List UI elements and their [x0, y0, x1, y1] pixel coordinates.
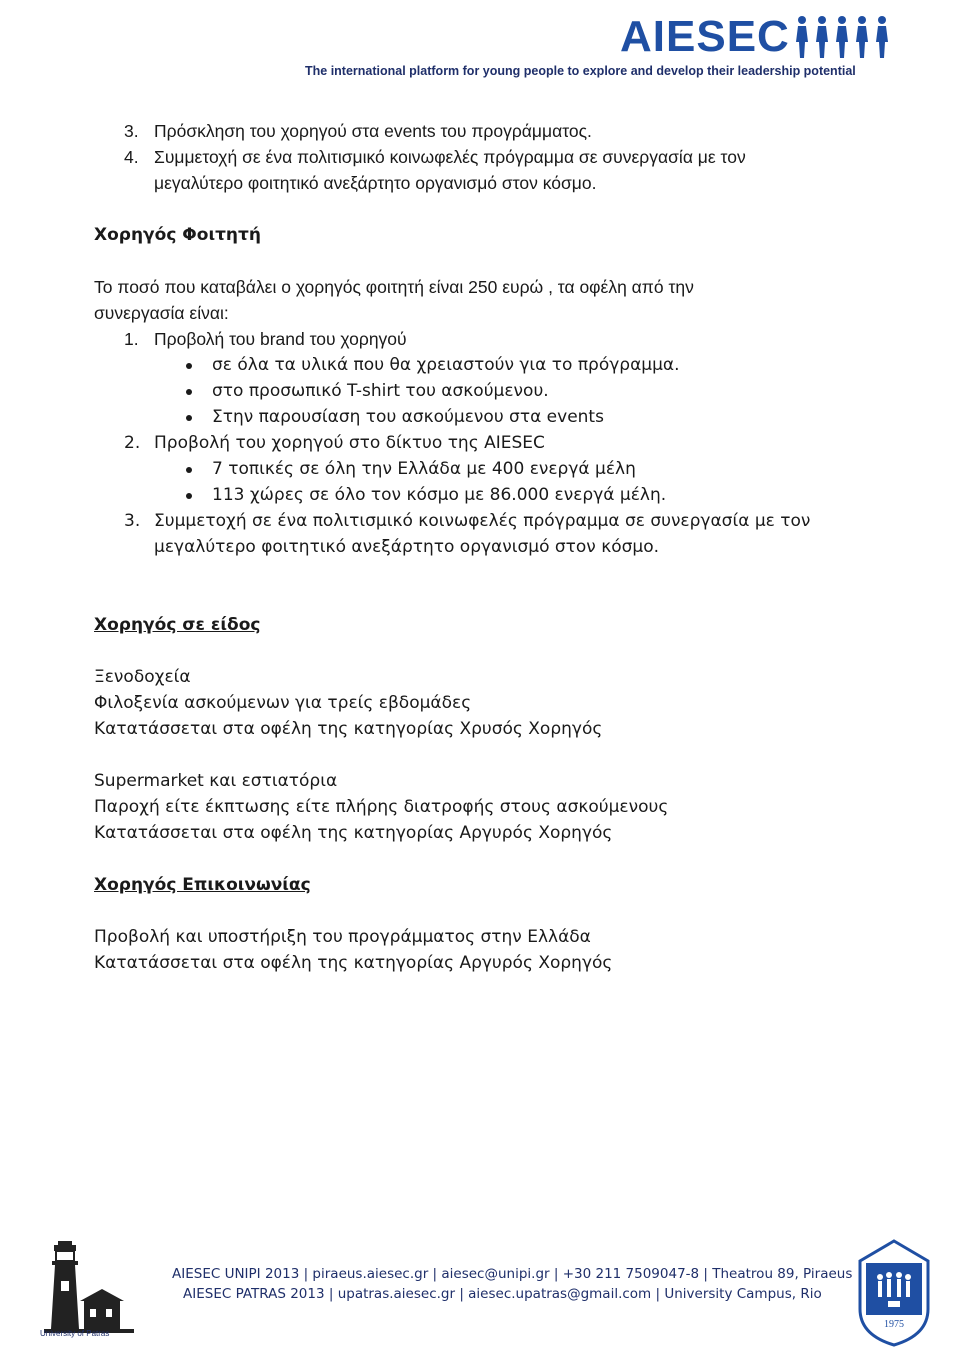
document-body: [94, 118, 884, 976]
section-heading-student-sponsor: Χορηγός Φοιτητή: [94, 225, 261, 245]
paragraph-line: Προβολή και υποστήριξη του προγράμματος στην Ελλάδα: [94, 927, 591, 947]
paragraph-line: Κατατάσσεται στα οφέλη της κατηγορίας Αργυρός Χορηγός: [94, 953, 613, 973]
seal-year: 1975: [884, 1319, 904, 1330]
paragraph-line: Supermarket και εστιατόρια: [94, 771, 338, 791]
bullet-item: 7 τοπικές σε όλη την Ελλάδα με 400 ενεργά μέλη: [94, 456, 884, 482]
aiesec-people-logo-icon: [792, 12, 892, 60]
paragraph-line: Ξενοδοχεία: [94, 667, 191, 687]
list-item-continuation: μεγαλύτερο φοιτητικό ανεξάρτητο οργανισμό στον κόσμο.: [154, 173, 597, 193]
paragraph: συνεργασία είναι:: [94, 303, 229, 323]
bullet-item: 113 χώρες σε όλο τον κόσμο με 86.000 ενεργά μέλη.: [94, 482, 884, 508]
footer-contact-patras: AIESEC PATRAS 2013 | upatras.aiesec.gr | aiesec.upatras@gmail.com | University Campus, Rio: [183, 1286, 822, 1302]
list-item: 1. Προβολή του brand του χορηγού: [124, 329, 407, 349]
bullet-item: Στην παρουσίαση του ασκούμενου στα events: [94, 404, 884, 430]
paragraph: Το ποσό που καταβάλει ο χορηγός φοιτητή είναι 250 ευρώ , τα οφέλη από την: [94, 277, 694, 297]
list-item: 2. Προβολή του χορηγού στο δίκτυο της AIESEC: [124, 433, 545, 453]
list-item: 3. Πρόσκληση του χορηγού στα events του προγράμματος.: [124, 121, 592, 141]
bullet-icon: [186, 363, 192, 369]
list-item: 4. Συμμετοχή σε ένα πολιτισμικό κοινωφελές πρόγραμμα σε συνεργασία με τον: [124, 147, 746, 167]
lighthouse-logo-icon: [40, 1237, 140, 1343]
page-footer: [0, 1225, 960, 1354]
section-heading-inkind: Χορηγός σε είδος: [94, 615, 261, 635]
page-header: [0, 0, 960, 90]
aiesec-tagline: The international platform for young people to explore and develop their leadership potential: [305, 64, 856, 78]
list-item: 3. Συμμετοχή σε ένα πολιτισμικό κοινωφελές πρόγραμμα σε συνεργασία με τον: [124, 511, 811, 531]
list-item-continuation: μεγαλύτερο φοιτητικό ανεξάρτητο οργανισμό στον κόσμο.: [154, 537, 660, 557]
footer-contact-unipi: AIESEC UNIPI 2013 | piraeus.aiesec.gr | aiesec@unipi.gr | +30 211 7509047-8 | Theatrou 89, Piraeus: [172, 1266, 853, 1282]
bullet-icon: [186, 389, 192, 395]
university-of-patras-caption: University of Patras: [40, 1329, 110, 1338]
bullet-icon: [186, 493, 192, 499]
bullet-icon: [186, 467, 192, 473]
bullet-item: σε όλα τα υλικά που θα χρειαστούν για το πρόγραμμα.: [94, 352, 884, 378]
paragraph-line: Παροχή είτε έκπτωσης είτε πλήρης διατροφής στους ασκούμενους: [94, 797, 669, 817]
paragraph-line: Κατατάσσεται στα οφέλη της κατηγορίας Χρυσός Χορηγός: [94, 719, 603, 739]
bullet-icon: [186, 415, 192, 421]
bullet-item: στο προσωπικό T-shirt του ασκούμενου.: [94, 378, 884, 404]
aiesec-logo-text: AIESEC: [620, 12, 790, 61]
unipi-seal-logo-icon: [858, 1239, 930, 1347]
paragraph-line: Κατατάσσεται στα οφέλη της κατηγορίας Αργυρός Χορηγός: [94, 823, 613, 843]
paragraph-line: Φιλοξενία ασκούμενων για τρείς εβδομάδες: [94, 693, 472, 713]
section-heading-communication: Χορηγός Επικοινωνίας: [94, 875, 311, 895]
